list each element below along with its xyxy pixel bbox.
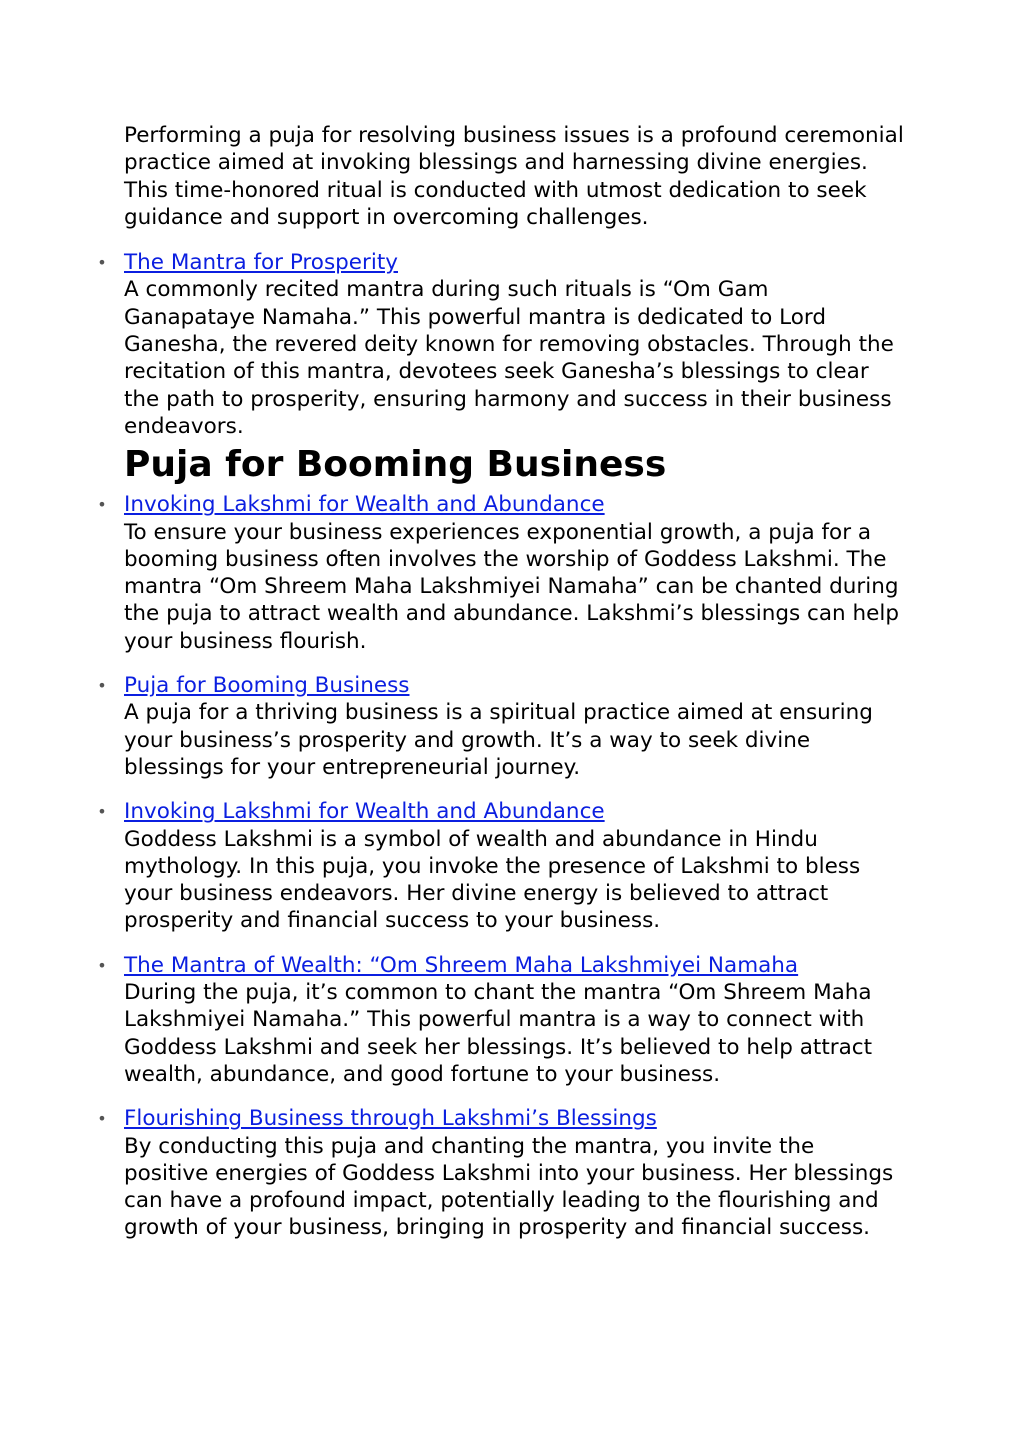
item-link[interactable]: Puja for Booming Business (124, 673, 410, 699)
intro-paragraph: Performing a puja for resolving business issues is a profound ceremonial practice aimed at invoking blessings and harnessing divine energies. This time-honored ritual is conducted with utmost dedication to seek guidance and support in overcoming challenges. (124, 123, 904, 230)
list-item (97, 798, 904, 934)
document-page (97, 122, 904, 1259)
item-description: A puja for a thriving business is a spiritual practice aimed at ensuring your business’s prosperity and growth. It’s a way to seek divine blessings for your entrepreneurial journey. (124, 700, 873, 780)
item-description: During the puja, it’s common to chant the mantra “Om Shreem Maha Lakshmiyei Namaha.” This powerful mantra is a way to connect with Goddess Lakshmi and seek her blessings. It’s believed to help attract wealth, abundance, and good fortune to your business. (124, 980, 873, 1087)
bullet-icon: • (97, 676, 107, 696)
bullet-icon: • (97, 253, 107, 273)
item-link[interactable]: Invoking Lakshmi for Wealth and Abundance (124, 799, 605, 825)
bullet-icon: • (97, 495, 107, 515)
item-link[interactable]: The Mantra for Prosperity (124, 250, 398, 276)
list-item (97, 672, 904, 781)
item-description: To ensure your business experiences exponential growth, a puja for a booming business often involves the worship of Goddess Lakshmi. The mantra “Om Shreem Maha Lakshmiyei Namaha” can be chanted during the puja to attract wealth and abundance. Lakshmi’s blessings can help your business flourish. (124, 519, 899, 654)
bullet-icon: • (97, 1109, 107, 1129)
item-link[interactable]: The Mantra of Wealth: “Om Shreem Maha Lakshmiyei Namaha (124, 952, 799, 978)
bullet-icon: • (97, 955, 107, 975)
list-item (97, 952, 904, 1088)
section-heading: Puja for Booming Business (124, 444, 667, 486)
item-description: Goddess Lakshmi is a symbol of wealth and abundance in Hindu mythology. In this puja, you invoke the presence of Lakshmi to bless your business endeavors. Her divine energy is believed to attract prosperity and financial success to your business. (124, 826, 861, 934)
item-description: By conducting this puja and chanting the mantra, you invite the positive energies of Goddess Lakshmi into your business. Her blessings can have a profound impact, potentially leading to the flourishing and growth of your business, bringing in prosperity and financial success. (124, 1133, 894, 1241)
list-item (97, 1105, 904, 1241)
list-item (97, 491, 904, 655)
list-item (97, 249, 904, 440)
item-link[interactable]: Invoking Lakshmi for Wealth and Abundance (124, 492, 605, 518)
item-description: A commonly recited mantra during such rituals is “Om Gam Ganapataye Namaha.” This powerful mantra is dedicated to Lord Ganesha, the revered deity known for removing obstacles. Through the recitation of this mantra, devotees seek Ganesha’s blessings to clear the path to prosperity, ensuring harmony and success in their business endeavors. (124, 277, 894, 439)
bullet-icon: • (97, 802, 107, 822)
item-link[interactable]: Flourishing Business through Lakshmi’s Blessings (124, 1106, 657, 1132)
